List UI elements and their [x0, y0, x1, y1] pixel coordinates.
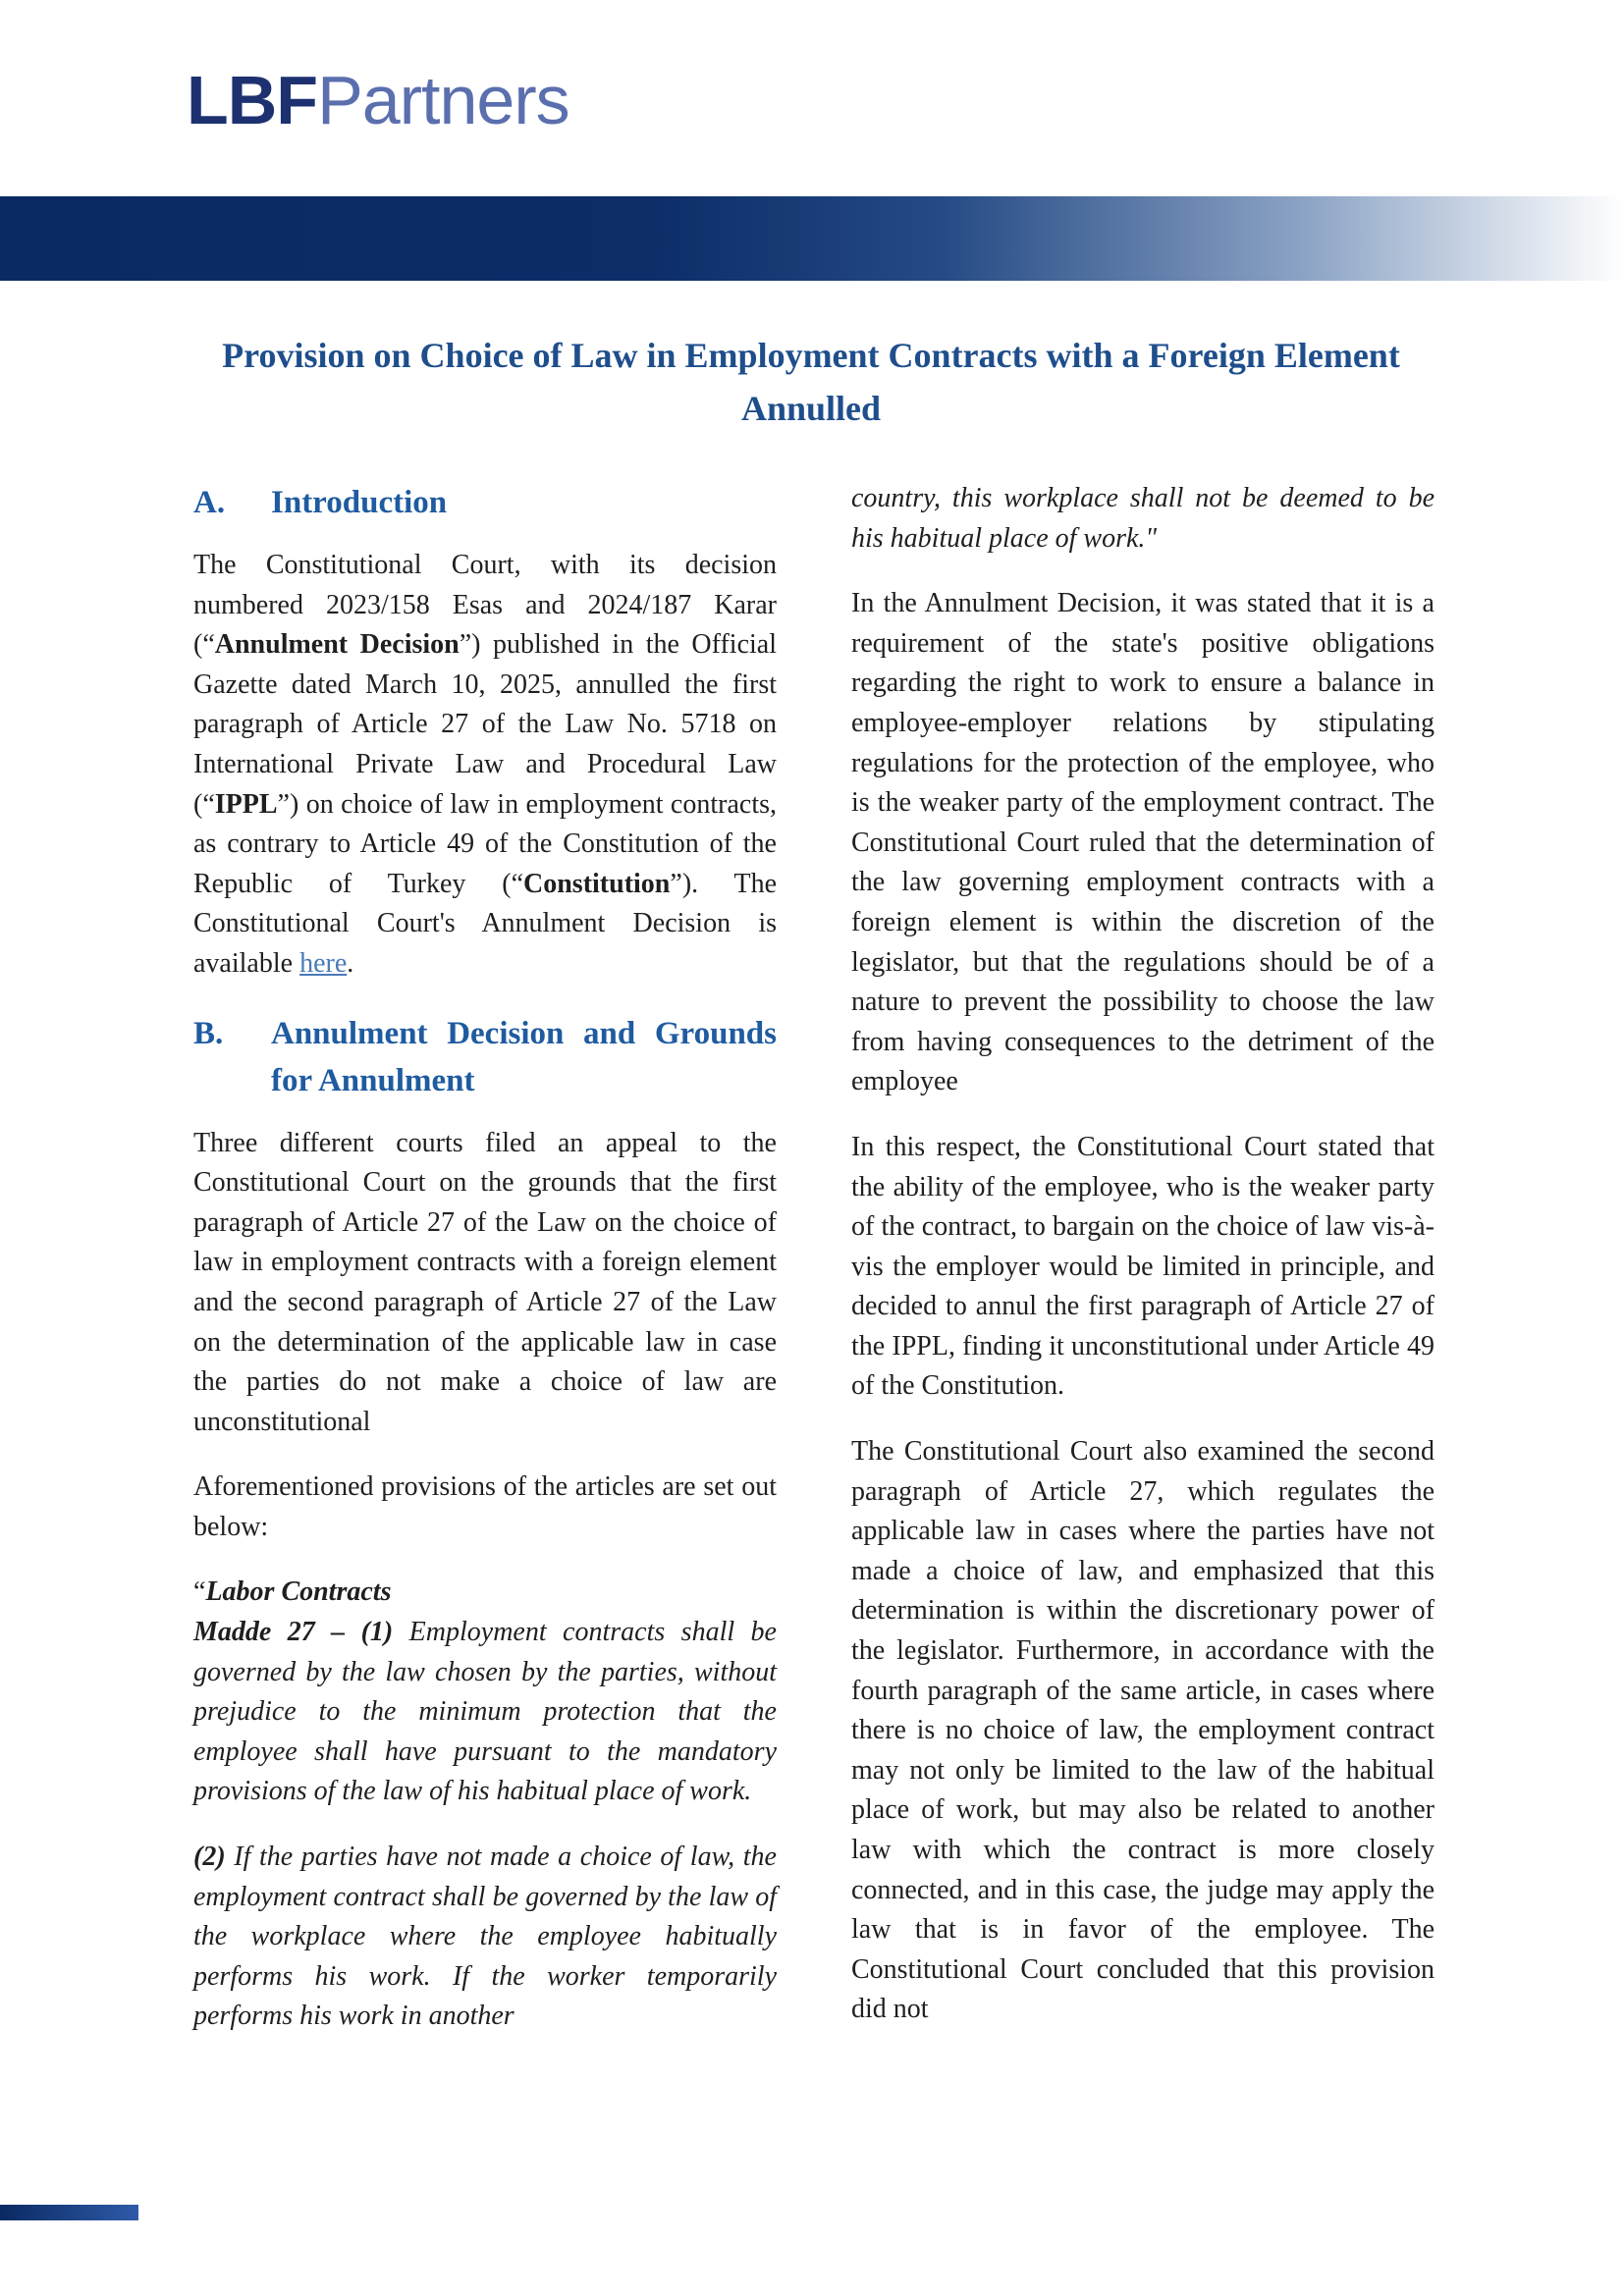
- annulment-conclusion-paragraph: In this respect, the Constitutional Court stated that the ability of the employee, who is the weaker party of the contract, to bargain on the choice of law vis-à-vis the employer would be limited in principle, and decided to annul the first paragraph of Article 27 of the IPPL, finding it unconstitutional under Article 49 of the Constitution.: [851, 1131, 1435, 1402]
- section-b-number: B.: [193, 1015, 224, 1051]
- annulment-reasoning-paragraph: In the Annulment Decision, it was stated that it is a requirement of the state's positive obligations regarding the right to work to ensure a balance in employee-employer relations by stipulating regulations for the protection of the employee, who is the weaker party of the employment contract. The Constitutional Court ruled that the determination of the law governing employment contracts with a foreign element is within the discretion of the legislator, but that the regulations should be of a nature to prevent the possibility to choose the law from having consequences to the detriment of the employee: [851, 588, 1435, 1097]
- article-27-para-1: “Labor Contracts Madde 27 – (1) Employment contracts shall be governed by the law chosen by the parties, without prejudice to the minimum protection that the employee shall have pursuant to the mandatory provisions of the law of his habitual place of work.: [193, 1576, 777, 1807]
- intro-paragraph: The Constitutional Court, with its decision numbered 2023/158 Esas and 2024/187 Karar (“Annulment Decision”) published in the Official Gazette dated March 10, 2025, annulled the first paragraph of Article 27 of the Law No. 5718 on International Private Law and Procedural Law (“IPPL”) on choice of law in employment contracts, as contrary to Article 49 of the Constitution of the Republic of Turkey (“Constitution”). The Constitutional Court's Annulment Decision is available here.: [193, 550, 777, 979]
- section-a-heading: [193, 479, 777, 526]
- article-27-para-2-continued: country, this workplace shall not be deemed to be his habitual place of work.": [851, 483, 1435, 554]
- logo-lbf: LBF: [187, 62, 318, 138]
- document-title: Provision on Choice of Law in Employment Contracts with a Foreign Element Annulled: [222, 336, 1400, 428]
- left-column: [193, 479, 777, 2037]
- para-2-number: (2): [193, 1842, 226, 1873]
- annulment-decision-link[interactable]: here: [299, 947, 348, 979]
- article-27-para-2: (2) If the parties have not made a choice of law, the employment contract shall be governed by the law of the workplace where the employee habitually performs his work. If the worker temporarily performs his work in another: [193, 1842, 777, 2032]
- quote-heading: Labor Contracts: [205, 1576, 392, 1608]
- term-annulment-decision: Annulment Decision: [214, 629, 460, 661]
- section-a-title: Introduction: [271, 485, 448, 520]
- section-b-title: Annulment Decision and Grounds for Annulment: [271, 1015, 777, 1098]
- header-banner: [0, 196, 1624, 281]
- provisions-intro-paragraph: Aforementioned provisions of the articles are set out below:: [193, 1471, 777, 1542]
- lbf-partners-logo: [187, 61, 569, 139]
- logo-partners: Partners: [317, 62, 569, 138]
- madde-label: Madde 27 – (1): [193, 1617, 394, 1648]
- second-paragraph-examination: The Constitutional Court also examined the second paragraph of Article 27, which regulates the applicable law in cases where the parties have not made a choice of law, and emphasized that this determination is within the discretionary power of the legislator. Furthermore, in accordance with the fourth paragraph of the same article, in cases where there is no choice of law, the employment contract may not only be limited to the law of the habitual place of work, but may also be related to another law with which the contract is more closely connected, and in this case, the judge may apply the law that is in favor of the employee. The Constitutional Court concluded that this provision did not: [851, 1436, 1435, 2025]
- footer-accent-bar: [0, 2205, 138, 2220]
- term-ippl: IPPL: [214, 788, 278, 820]
- section-b-heading: [193, 1010, 777, 1104]
- right-column: [851, 479, 1435, 2030]
- term-constitution: Constitution: [523, 868, 671, 899]
- appeal-paragraph: Three different courts filed an appeal to the Constitutional Court on the grounds that the first paragraph of Article 27 of the Law on the choice of law in employment contracts with a foreign element and the second paragraph of Article 27 of the Law on the determination of the applicable law in case the parties do not make a choice of law are unconstitutional: [193, 1127, 777, 1437]
- section-a-number: A.: [193, 485, 226, 520]
